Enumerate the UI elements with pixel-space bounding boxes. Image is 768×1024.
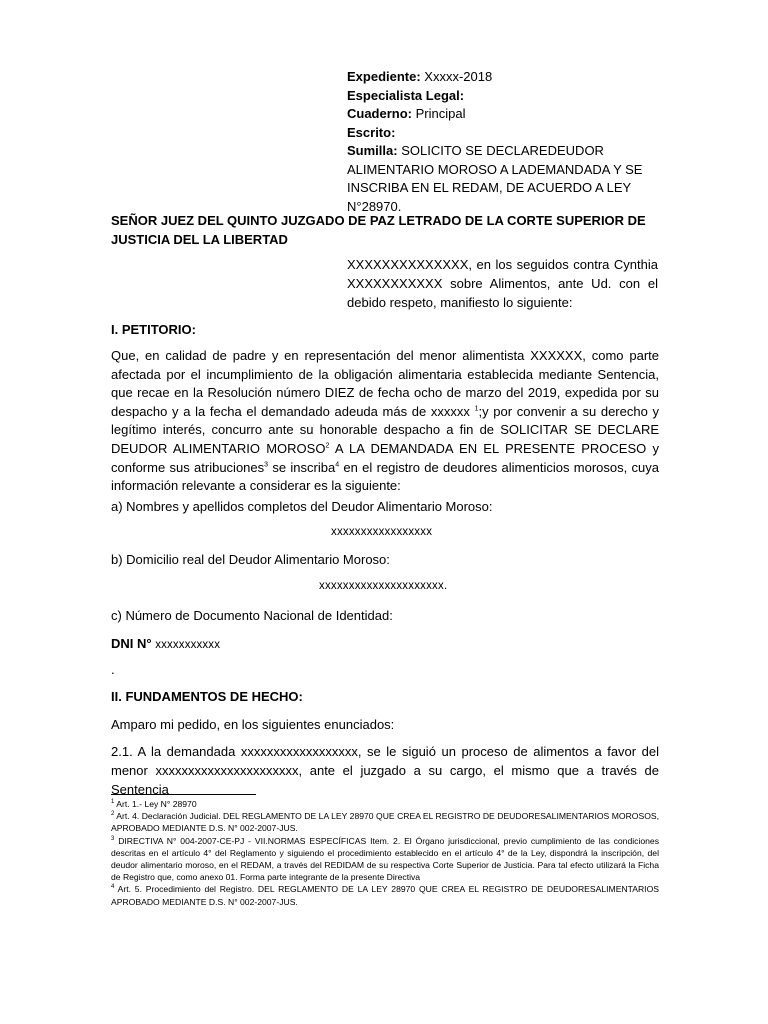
fundamentos-heading: II. FUNDAMENTOS DE HECHO: <box>111 689 303 704</box>
case-header <box>347 68 667 216</box>
item-b-value: xxxxxxxxxxxxxxxxxxxxx. <box>319 580 448 592</box>
addressee-heading: SEÑOR JUEZ DEL QUINTO JUZGADO DE PAZ LETRADO DE LA CORTE SUPERIOR DE JUSTICIA DEL LA LIBERTAD <box>111 213 646 247</box>
footnote-ref-2[interactable]: 2 <box>325 442 330 450</box>
footnote-number: 1 <box>111 799 115 806</box>
footnote-ref-1[interactable]: 1 <box>474 405 479 413</box>
footnote-separator <box>111 794 256 795</box>
expediente-line <box>347 68 667 87</box>
intro-paragraph: XXXXXXXXXXXXXX, en los seguidos contra Cynthia XXXXXXXXXXX sobre Alimentos, ante Ud. con el debido respeto, manifiesto lo siguiente: <box>347 257 658 310</box>
dni-line <box>111 634 220 655</box>
escrito-line: Escrito: <box>347 124 396 140</box>
cuaderno-label: Cuaderno: <box>347 106 412 121</box>
item-a-value: xxxxxxxxxxxxxxxxx <box>331 526 433 538</box>
footnote-1 <box>111 798 659 810</box>
footnote-number: 4 <box>111 884 115 891</box>
petitorio-text-3: A LA DEMANDADA EN EL PRESENTE PROCESO y conforme sus atribuciones <box>111 440 659 475</box>
especialista-line: Especialista Legal: <box>347 87 465 103</box>
expediente-label: Expediente: <box>347 69 421 84</box>
petitorio-text-5: en el registro de deudores alimenticios morosos, cuya información relevante a considerar es la siguiente: <box>111 459 660 494</box>
petitorio-paragraph <box>111 347 659 496</box>
petitorio-text-2: ;y por convenir a su derecho y legítimo interés, concurro ante su honorable despacho a fin de SOLICITAR SE DECLARE DEUDOR ALIMENTARIO MOROSO <box>111 403 659 456</box>
fundamento-2-1: 2.1. A la demandada xxxxxxxxxxxxxxxxxx, se le siguió un proceso de alimentos a favor del menor xxxxxxxxxxxxxxxxxxxxxx, ante el juzgado a su cargo, el mismo que a través de Sentencia <box>111 744 659 797</box>
stray-dot: . <box>111 662 115 677</box>
footnote-number: 2 <box>111 811 115 818</box>
petitorio-text-1: Que, en calidad de padre y en representación del menor alimentista XXXXXX, como parte afectada por el incumplimiento de la obligación alimentaria establecida mediante Sentencia, que recae en la Resolución número DIEZ de fecha ocho de marzo del 2019, expedida por su despacho y a la fecha el demandado adeuda más de xxxxxx <box>111 348 659 419</box>
footnote-number: 3 <box>111 835 115 842</box>
item-a-label: a) Nombres y apellidos completos del Deudor Alimentario Moroso: <box>111 499 493 514</box>
footnote-text: Art. 1.- Ley N° 28970 <box>114 799 197 809</box>
sumilla-text: SOLICITO SE DECLAREDEUDOR ALIMENTARIO MOROSO A LADEMANDADA Y SE INSCRIBA EN EL REDAM, DE ACUERDO A LEY N°28970. <box>347 143 643 214</box>
footnote-text: DIRECTIVA N° 004-2007-CE-PJ - VII.NORMAS ESPECÍFICAS Item. 2. El Órgano jurisdiccional, previo cumplimiento de las condiciones descritas en el artículo 4° del Reglamento y siguiendo el procedimiento establecido en el artículo 4° de la Ley, dispondrá la inscripción, del deudor alimentario moroso, en el REDAM, a través del REDIDAM de su respectiva Corte Superior de Justicia. Para tal efecto utilizará la Ficha de Registro que, como anexo 01. Forma parte integrante de la presente Directiva <box>111 835 659 883</box>
footnotes <box>111 798 659 908</box>
sumilla-label: Sumilla: <box>347 143 398 158</box>
footnote-text: Art. 4. Declaración Judicial. DEL REGLAMENTO DE LA LEY 28970 QUE CREA EL REGISTRO DE DEUDORESALIMENTARIOS MOROSOS, APROBADO MEDIANTE D.S. N° 002-2007-JUS. <box>111 811 659 834</box>
footnote-3 <box>111 835 659 884</box>
sumilla-line <box>347 142 667 216</box>
footnote-2 <box>111 810 659 834</box>
footnote-4 <box>111 883 659 907</box>
cuaderno-value: Principal <box>412 106 466 121</box>
petitorio-heading: I. PETITORIO: <box>111 322 196 337</box>
footnote-ref-3[interactable]: 3 <box>264 461 269 469</box>
fundamentos-intro: Amparo mi pedido, en los siguientes enunciados: <box>111 717 395 732</box>
footnote-ref-4[interactable]: 4 <box>335 461 340 469</box>
item-b-label: b) Domicilio real del Deudor Alimentario Moroso: <box>111 552 390 567</box>
petitorio-text-4: se inscriba <box>268 459 336 475</box>
item-c-label: c) Número de Documento Nacional de Identidad: <box>111 608 393 623</box>
dni-label: DNI N° <box>111 636 156 651</box>
footnote-text: Art. 5. Procedimiento del Registro. DEL REGLAMENTO DE LA LEY 28970 QUE CREA EL REGISTRO DE DEUDORESALIMENTARIOS APROBADO MEDIANTE D.S. N° 002-2007-JUS. <box>111 884 659 907</box>
expediente-value: Xxxxx-2018 <box>420 69 493 84</box>
cuaderno-line <box>347 105 667 124</box>
dni-value: xxxxxxxxxxx <box>155 639 221 651</box>
